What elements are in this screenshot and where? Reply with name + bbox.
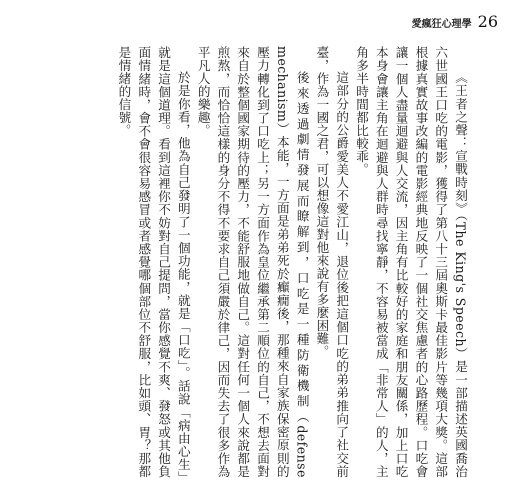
page-number: 26 (477, 12, 498, 31)
running-title: 愛瘋狂心理學 (411, 19, 472, 30)
paragraph: 《王者之聲：宣戰時刻》（The King's Speech）是一部描述英國喬治六世國王口吃的電影，獲得了第八十三屆奧斯卡最佳影片等幾項大獎。這部根據真實故事改編的電影經典地反映了一個社交焦慮者的心路歷程。口吃會讓一個人盡量迴避與人交流，因主角有比較好的家庭和朋友關係，加上口吃本身會讓主角在迴避與人群時尋找寧靜，不容易被當成「非常人」的人，主角多半時間都比較乖。 (354, 46, 468, 478)
page-header (412, 12, 498, 31)
paragraph: 於是你看，他為自己發明了一個功能，就是「口吃」。話說「病由心生」就是這個道理。看到這裡你不妨對自己提問，當你感覺不爽、發怒或其他負面情緒時，會不會很容易感冒或者感覺哪個部位不舒服，比如頭、胃？那都是情緒的信號。 (116, 46, 191, 478)
body-text (50, 46, 470, 478)
paragraph: 後來透過劇情發展而瞭解到，口吃是一種防衛機制（defense mechanism）本能，一方面是弟弟死於癲癇後，那種來自家族保密原則的壓力轉化到了口吃上；另一方面作為皇位繼承第二順位的自己，不想去面對來自於整個國家期待的壓力，不能舒服地做自己。這對任何一個人來說都是煎熬，而恰恰這樣的身分不得不要求自己須嚴於律己，因而失去了很多作為平凡人的樂趣。 (195, 46, 310, 478)
paragraph: 這部分的公爵愛美人不愛江山，退位後把這個口吃的弟弟推向了社交前臺，作為一國之君，可以想像這對他來說有多麼困難。 (314, 46, 350, 478)
